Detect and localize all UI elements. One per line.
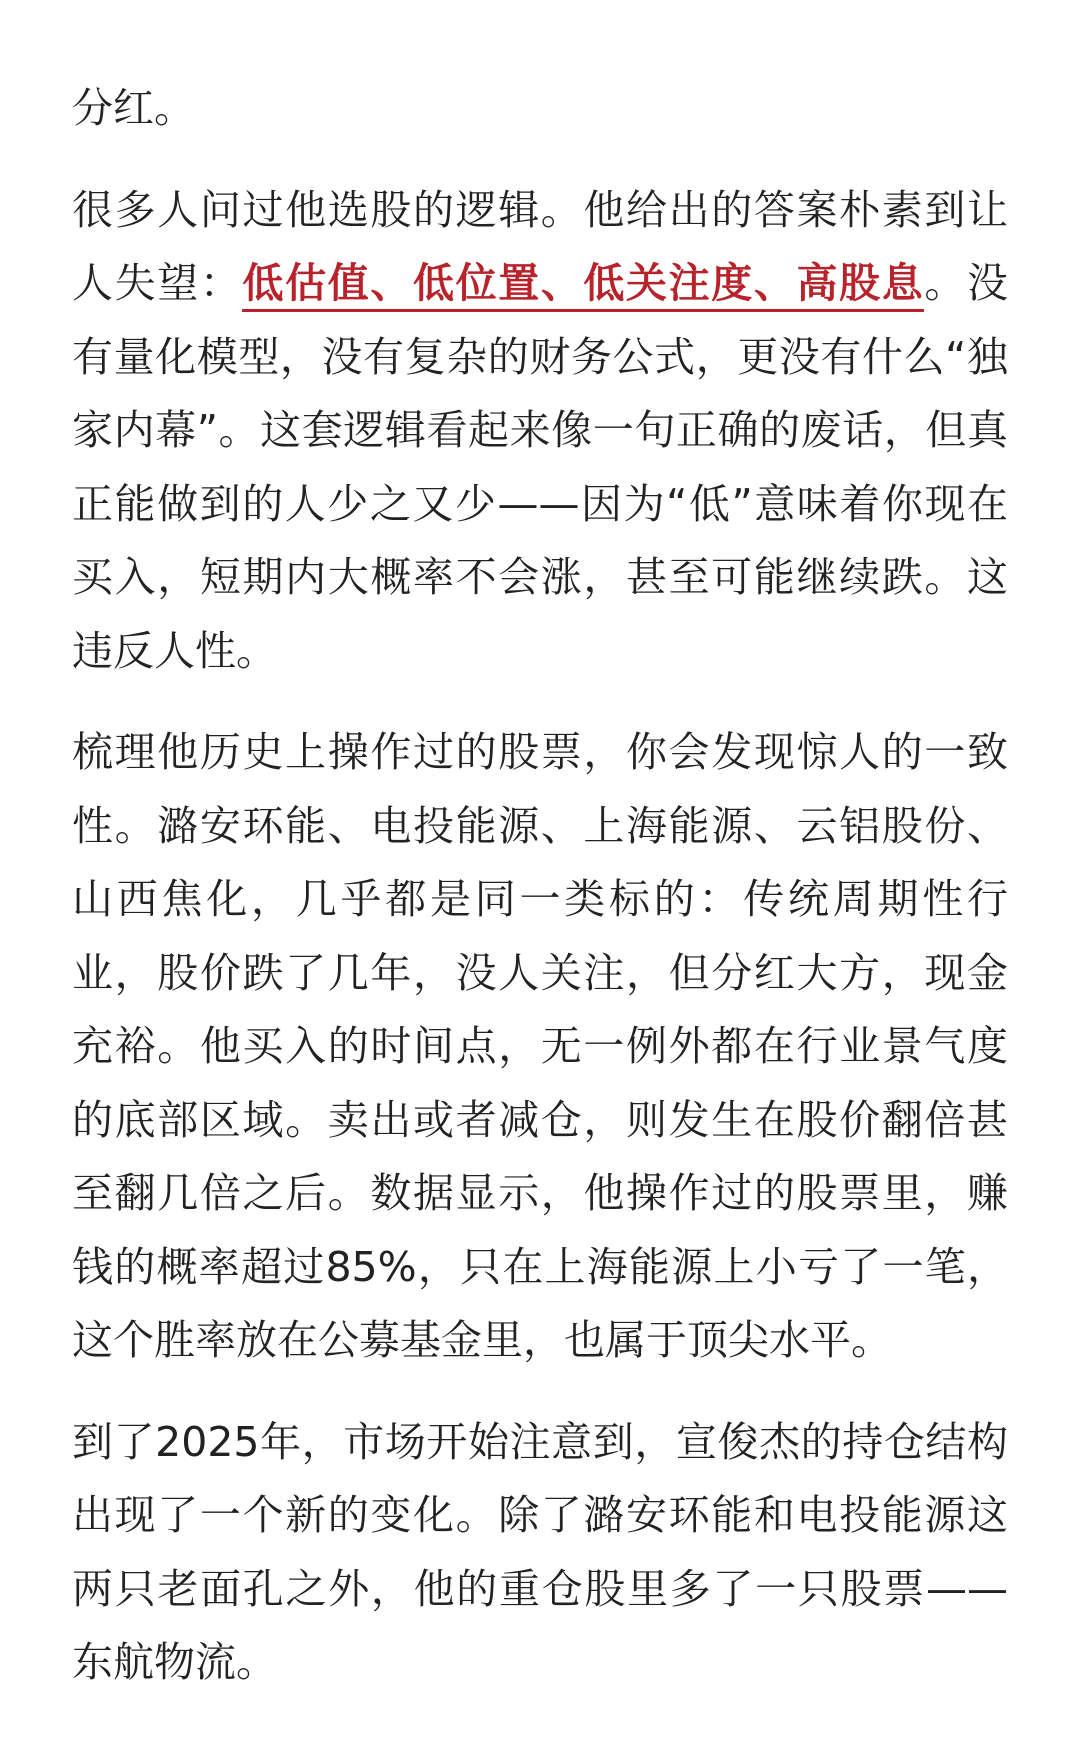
- paragraph-2-rest: 。没有量化模型，没有复杂的财务公式，更没有什么“独家内幕”。这套逻辑看起来像一句正确的废话，但真正能做到的人少之又少——因为“低”意味着你现在买入，短期内大概率不会涨，甚至可能继续跌。这违反人性。: [72, 259, 1009, 675]
- paragraph-3: 梳理他历史上操作过的股票，你会发现惊人的一致性。潞安环能、电投能源、上海能源、云铝股份、山西焦化，几乎都是同一类标的：传统周期性行业，股价跌了几年，没人关注，但分红大方，现金充裕。他买入的时间点，无一例外都在行业景气度的底部区域。卖出或者减仓，则发生在股价翻倍甚至翻几倍之后。数据显示，他操作过的股票里，赚钱的概率超过85%，只在上海能源上小亏了一笔，这个胜率放在公募基金里，也属于顶尖水平。: [72, 728, 1008, 1364]
- article-body: [72, 72, 1008, 1728]
- paragraph-1: 分红。: [72, 84, 195, 132]
- paragraph-4: 到了2025年，市场开始注意到，宣俊杰的持仓结构出现了一个新的变化。除了潞安环能和电投能源这两只老面孔之外，他的重仓股里多了一只股票——东航物流。: [72, 1417, 1008, 1686]
- highlighted-criteria: 低估值、低位置、低关注度、高股息: [242, 259, 924, 312]
- paragraph-2: [72, 174, 1008, 689]
- paragraph-2-lead: 很多人问过他选股的逻辑。他给出的答案朴素到让人失望：: [72, 185, 1008, 307]
